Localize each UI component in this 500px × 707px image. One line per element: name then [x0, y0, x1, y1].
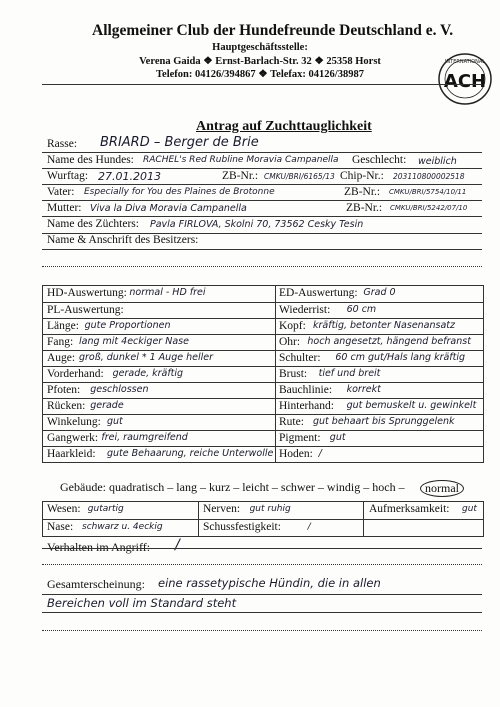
eval-left-label: Rücken:: [47, 400, 86, 412]
gesamt-line1[interactable]: eine rassetypische Hündin, die in allen: [158, 576, 381, 590]
eval-right-value[interactable]: 60 cm gut/Hals lang kräftig: [335, 352, 466, 363]
eval-right-value[interactable]: /: [318, 448, 322, 459]
eval-right-value[interactable]: hoch angesetzt, hängend befranst: [307, 336, 471, 347]
vater-label: Vater:: [47, 186, 75, 198]
vater-value[interactable]: Especially for You des Plaines de Brotonne: [84, 187, 275, 197]
wurftag-value[interactable]: 27.01.2013: [98, 170, 161, 183]
temperament-value[interactable]: gutartig: [87, 504, 124, 514]
eval-right-value[interactable]: gut behaart bis Sprunggelenk: [313, 416, 455, 427]
eval-left-label: Fang:: [47, 336, 74, 348]
rule: [42, 564, 482, 565]
hundename-label: Name des Hundes:: [47, 154, 134, 166]
eval-right-label: Hoden:: [279, 448, 313, 460]
form-title: Antrag auf Zuchttauglichkeit: [196, 119, 372, 134]
temperament-value[interactable]: gut ruhig: [249, 504, 291, 514]
hundename-value[interactable]: RACHEL's Red Rubline Moravia Campanella: [143, 155, 339, 165]
rule: [42, 200, 482, 201]
gesamt-label: Gesamterscheinung:: [47, 577, 145, 591]
zuechter-label: Name des Züchters:: [47, 218, 139, 230]
eval-left-value[interactable]: gut: [107, 416, 123, 427]
eval-right-label: Kopf:: [279, 320, 306, 332]
eval-left-label: Gangwerk:: [47, 432, 99, 444]
rasse-value[interactable]: BRIARD – Berger de Brie: [100, 135, 259, 150]
eval-row: [43, 366, 483, 383]
eval-left-label: Auge:: [47, 352, 76, 364]
eval-right-label: Brust:: [279, 368, 308, 380]
eval-left-label: Länge:: [47, 320, 79, 332]
geschlecht-label: Geschlecht:: [352, 154, 407, 166]
eval-right-value[interactable]: korrekt: [346, 384, 381, 395]
mutter-zb-value[interactable]: CMKU/BRI/5242/07/10: [390, 204, 468, 212]
gebaeude-options: Gebäude: quadratisch – lang – kurz – leicht – schwer – windig – hoch –: [60, 480, 405, 494]
chip-nr-label: Chip-Nr.:: [340, 170, 384, 182]
rule: [42, 168, 482, 169]
eval-left-label: Pfoten:: [47, 384, 81, 396]
header-divider: [42, 84, 482, 85]
eval-right-label: Rute:: [279, 416, 304, 428]
eval-row: [43, 398, 483, 415]
table-divider: [363, 502, 364, 536]
temperament-label: Wesen:: [47, 503, 81, 515]
rule: [42, 630, 482, 631]
rule: [42, 184, 482, 185]
temperament-label: Nerven:: [203, 503, 241, 515]
gebaeude-selected[interactable]: normal: [420, 480, 464, 497]
rule: [42, 612, 482, 613]
rule: [42, 216, 482, 217]
eval-right-value[interactable]: gut: [329, 432, 346, 443]
eval-right-label: Pigment:: [279, 432, 321, 444]
zb-nr-value[interactable]: CMKU/BRI/6165/13: [264, 172, 335, 181]
svg-text:ACH: ACH: [443, 71, 487, 92]
verhalten-label: Verhalten im Angriff:: [47, 540, 151, 554]
eval-left-value[interactable]: gerade: [90, 400, 124, 411]
eval-right-value[interactable]: 60 cm: [346, 304, 377, 315]
rule: [42, 594, 482, 595]
club-name: Allgemeiner Club der Hundefreunde Deutschland e. V.: [92, 22, 454, 39]
temperament-table: [42, 501, 484, 537]
table-divider: [198, 502, 199, 536]
eval-left-label: Vorderhand:: [47, 368, 104, 380]
evaluation-table: [42, 285, 484, 463]
eval-left-value[interactable]: groß, dunkel * 1 Auge heller: [79, 352, 213, 363]
eval-left-label: HD-Auswertung:: [47, 287, 127, 299]
temperament-label: Schussfestigkeit:: [203, 521, 281, 533]
eval-row: [43, 382, 483, 399]
eval-right-label: Ohr:: [279, 336, 301, 348]
eval-row: [43, 286, 483, 302]
wurftag-label: Wurftag:: [47, 170, 89, 182]
eval-left-value[interactable]: normal - HD frei: [129, 287, 206, 298]
temperament-value[interactable]: gut: [462, 504, 477, 514]
rule: [42, 249, 482, 250]
rule: [42, 548, 482, 549]
ach-logo: [437, 52, 493, 106]
eval-right-value[interactable]: tief und breit: [318, 368, 381, 379]
eval-row: [43, 318, 483, 335]
temperament-label: Nase:: [47, 521, 74, 533]
eval-right-value[interactable]: Grad 0: [363, 287, 396, 298]
eval-row: [43, 302, 483, 319]
eval-right-label: Hinterhand:: [279, 400, 334, 412]
temperament-value[interactable]: schwarz u. 4eckig: [82, 522, 163, 532]
rule: [42, 266, 482, 267]
eval-row: [43, 350, 483, 367]
eval-row: [43, 430, 483, 447]
svg-text:INTERNATIONAL: INTERNATIONAL: [444, 59, 486, 65]
eval-left-value[interactable]: frei, raumgreifend: [101, 432, 188, 443]
eval-right-value[interactable]: gut bemuskelt u. gewinkelt: [346, 400, 477, 411]
rule: [42, 152, 482, 153]
zb-nr-label: ZB-Nr.:: [222, 170, 259, 182]
rasse-label: Rasse:: [47, 138, 78, 150]
geschlecht-value[interactable]: weiblich: [418, 156, 457, 167]
eval-row: [43, 414, 483, 431]
vater-zb-value[interactable]: CMKU/BRI/5754/10/11: [389, 188, 467, 196]
gesamt-line2[interactable]: Bereichen voll im Standard steht: [47, 596, 237, 610]
office-phone: Telefon: 04126/394867 ❖ Telefax: 04126/38987: [156, 69, 364, 80]
temperament-value[interactable]: /: [307, 522, 311, 532]
vater-zb-label: ZB-Nr.:: [344, 186, 381, 198]
mutter-value[interactable]: Viva la Diva Moravia Campanella: [90, 203, 247, 214]
eval-row: [43, 334, 483, 351]
temperament-label: Aufmerksamkeit:: [369, 503, 450, 515]
eval-left-label: Winkelung:: [47, 416, 101, 428]
eval-row: [43, 446, 483, 463]
eval-left-value[interactable]: gute Proportionen: [84, 320, 171, 331]
eval-left-label: Haarkleid:: [47, 448, 96, 460]
eval-left-value[interactable]: lang mit 4eckiger Nase: [79, 336, 189, 347]
zuechter-value[interactable]: Pavla FIRLOVA, Skolni 70, 73562 Cesky Tesin: [150, 219, 364, 230]
eval-left-label: PL-Auswertung:: [47, 304, 124, 316]
eval-left-value[interactable]: geschlossen: [90, 384, 149, 395]
eval-right-label: Schulter:: [279, 352, 321, 364]
eval-left-value[interactable]: gerade, kräftig: [112, 368, 184, 379]
eval-right-value[interactable]: kräftig, betonter Nasenansatz: [313, 320, 456, 331]
eval-left-value[interactable]: gute Behaarung, reiche Unterwolle: [107, 448, 274, 459]
office-address: Verena Gaida ❖ Ernst-Barlach-Str. 32 ❖ 25358 Horst: [139, 56, 381, 67]
verhalten-value[interactable]: /: [175, 537, 180, 553]
office-label: Hauptgeschäftsstelle:: [212, 42, 308, 53]
chip-nr-value[interactable]: 203110800002518: [393, 172, 465, 181]
besitzer-label: Name & Anschrift des Besitzers:: [47, 234, 199, 246]
temperament-row: [43, 519, 483, 537]
mutter-zb-label: ZB-Nr.:: [346, 202, 383, 214]
eval-right-label: Wiederrist:: [279, 304, 331, 316]
mutter-label: Mutter:: [47, 202, 82, 214]
eval-right-label: Bauchlinie:: [279, 384, 333, 396]
temperament-row: [43, 502, 483, 519]
eval-right-label: ED-Auswertung:: [279, 287, 358, 299]
table-divider: [275, 286, 276, 462]
